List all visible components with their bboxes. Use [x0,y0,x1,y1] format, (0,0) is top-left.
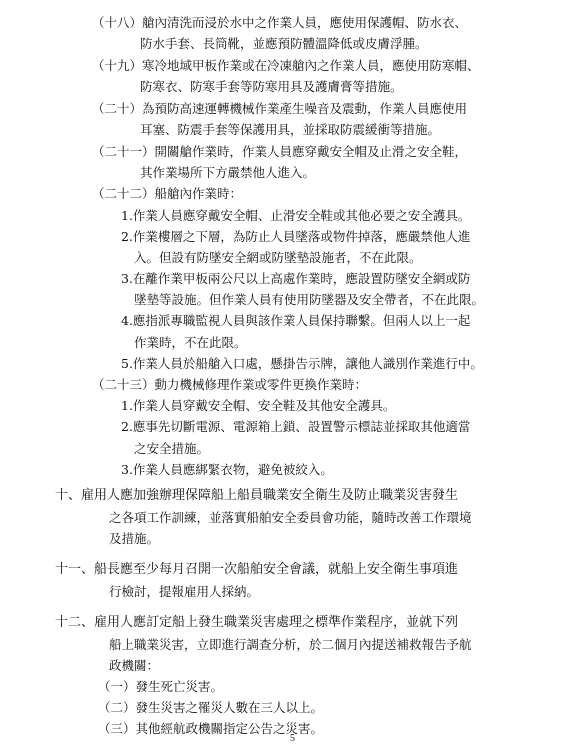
item-23-heading: （二十三）動力機械修理作業或零件更換作業時： [92,377,368,392]
page-number: 5 [290,733,295,744]
item-21-line-1: （二十一）開關艙作業時，作業人員應穿戴安全帽及止滑之安全鞋， [92,144,468,159]
item-23-sub-3: 3.作業人員應綁緊衣物，避免被絞入。 [121,462,333,477]
item-22-sub-3-line-2: 墜墊等設施。但作業人員有使用防墜器及安全帶者，不在此限。 [134,292,485,307]
item-19-line-1: （十九）寒冷地域甲板作業或在冷凍艙內之作業人員，應使用防寒帽、 [92,58,480,73]
item-21-line-2: 其作業場所下方嚴禁他人進入。 [140,165,316,180]
item-22-sub-5: 5.作業人員於船艙入口處，懸掛告示牌，讓他人識別作業進行中。 [121,356,483,371]
section-12-item-2: （二）發生災害之罹災人數在三人以上。 [98,700,324,715]
section-10-line-1: 十、雇用人應加強辦理保障船上船員職業安全衛生及防止職業災害發生 [55,488,459,503]
item-23-sub-2-line-1: 2.應事先切斷電源、電源箱上鎖、設置警示標誌並採取其他適當 [121,419,471,434]
section-12-item-1: （一）發生死亡災害。 [98,679,224,694]
item-22-sub-3-line-1: 3.在離作業甲板兩公尺以上高處作業時，應設置防墜安全網或防 [121,271,471,286]
section-12-item-3: （三）其他經航政機關指定公告之災害。 [98,721,324,736]
item-23-sub-1: 1.作業人員穿戴安全帽、安全鞋及其他安全護具。 [121,398,396,413]
section-11-line-2: 行檢討，提報雇用人採納。 [109,584,260,599]
item-19-line-2: 防寒衣、防寒手套等防寒用具及護膚膏等措施。 [140,79,403,94]
section-12-line-2: 船上職業災害，立即進行調查分析，於二個月內提送補救報告予航 [109,637,472,652]
item-22-sub-2-line-2: 入。但設有防墜安全網或防墜墊設施者，不在此限。 [134,250,422,265]
item-23-sub-2-line-2: 之安全措施。 [134,441,210,456]
item-18-line-2: 防水手套、長筒靴，並應預防體溫降低或皮膚浮腫。 [140,36,428,51]
item-22-sub-2-line-1: 2.作業樓層之下層，為防止人員墜落或物件掉落，應嚴禁他人進 [121,229,471,244]
item-22-sub-4-line-2: 作業時，不在此限。 [134,335,247,350]
section-11-line-1: 十一、船長應至少每月召開一次船舶安全會議，就船上安全衛生事項進 [55,562,459,577]
item-22-heading: （二十二）船艙內作業時： [92,186,243,201]
section-12-line-1: 十二、雇用人應訂定船上發生職業災害處理之標準作業程序，並就下列 [55,615,459,630]
item-18-line-1: （十八）艙內清洗而浸於水中之作業人員，應使用保護帽、防水衣、 [92,15,468,30]
section-10-line-2: 之各項工作訓練，並落實船舶安全委員會功能，隨時改善工作環境 [109,510,472,525]
item-22-sub-1: 1.作業人員應穿戴安全帽、止滑安全鞋或其他必要之安全護具。 [121,208,471,223]
item-20-line-1: （二十）為預防高速運轉機械作業產生噪音及震動，作業人員應使用 [92,101,468,116]
section-10-line-3: 及措施。 [109,531,160,546]
section-12-line-3: 政機關： [109,658,160,673]
item-20-line-2: 耳塞、防震手套等保護用具，並採取防震緩衝等措施。 [140,122,441,137]
item-22-sub-4-line-1: 4.應指派專職監視人員與該作業人員保持聯繫。但兩人以上一起 [121,313,471,328]
